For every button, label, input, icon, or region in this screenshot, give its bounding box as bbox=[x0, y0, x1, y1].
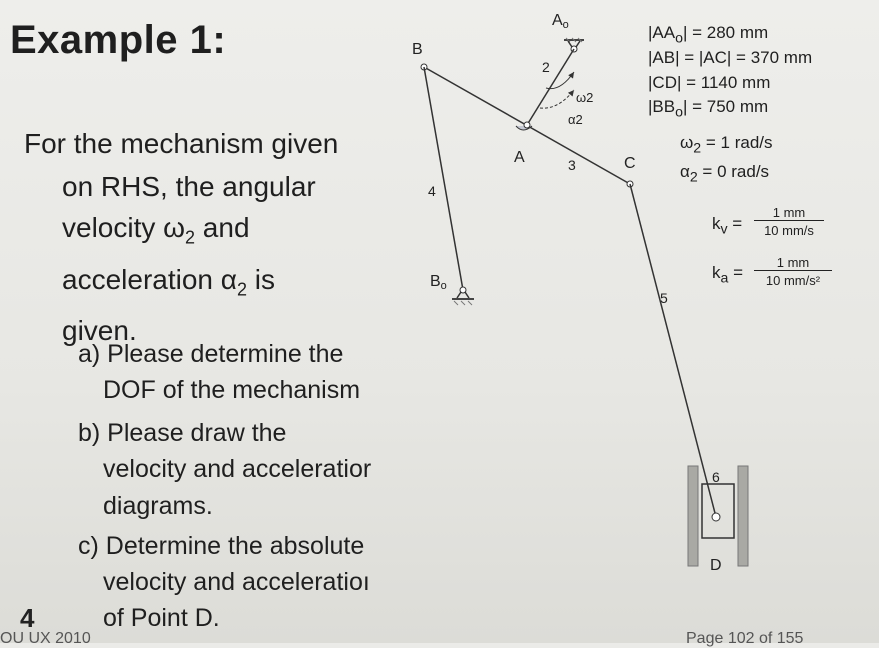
kv-denominator: 10 mm/s bbox=[764, 223, 814, 238]
ka-numerator: 1 mm bbox=[754, 255, 832, 271]
spec-kv-label: $k_v$ = bbox=[712, 214, 743, 238]
spec-aao: $|AA_o| = 280$ mm bbox=[648, 23, 769, 47]
question-c-line-2: velocity and acceleratioı bbox=[103, 568, 370, 596]
problem-line-2: on RHS, the angular bbox=[62, 171, 316, 202]
page-number: 4 bbox=[20, 603, 35, 633]
question-b-line-3: diagrams. bbox=[103, 492, 213, 520]
ka-denominator: 10 mm/s² bbox=[765, 273, 821, 288]
label-link-5: 5 bbox=[660, 290, 668, 306]
spec-cd: |CD| = 1140 mm bbox=[648, 73, 771, 92]
label-omega2: ω2 bbox=[576, 90, 594, 105]
spec-alpha2: $\alpha_2 = 0$ rad/s bbox=[680, 162, 770, 186]
spec-ab-ac: |AB| = |AC| = 370 mm bbox=[648, 48, 813, 67]
label-alpha2: α2 bbox=[568, 112, 583, 127]
question-c-line-3: of Point D. bbox=[103, 604, 220, 632]
spec-omega2: $\omega_2 = 1$ rad/s bbox=[680, 133, 773, 157]
problem-line-5: given. bbox=[62, 315, 137, 347]
label-a: A bbox=[514, 149, 525, 166]
label-link-3: 3 bbox=[568, 157, 576, 173]
question-b-line-2: velocity and acceleratior bbox=[103, 455, 372, 483]
problem-line-1: For the mechanism given bbox=[24, 128, 339, 159]
ground-support-bo bbox=[452, 287, 474, 305]
kv-numerator: 1 mm bbox=[754, 205, 824, 221]
footer-left-text: OU UX 2010 bbox=[0, 630, 91, 647]
link-4-rocker bbox=[424, 67, 463, 290]
label-c: C bbox=[624, 155, 636, 172]
link-5 bbox=[630, 184, 716, 517]
example-title: Example 1: bbox=[10, 18, 227, 62]
link-2-crank bbox=[527, 49, 574, 125]
question-b-line-1: b) Please draw the bbox=[78, 419, 287, 447]
label-ao: Ao bbox=[552, 12, 569, 31]
label-d: D bbox=[710, 557, 722, 574]
problem-line-4: acceleration $\alpha_2$ is bbox=[62, 263, 275, 300]
label-link-4: 4 bbox=[428, 183, 436, 199]
spec-ka-label: $k_a$ = bbox=[712, 263, 744, 287]
alpha2-arrow bbox=[540, 90, 574, 108]
label-bo: Bo bbox=[430, 273, 447, 292]
question-a-line-2: DOF of the mechanism bbox=[103, 376, 361, 404]
label-b: B bbox=[412, 41, 423, 58]
joint-a bbox=[524, 122, 530, 128]
label-link-6: 6 bbox=[712, 469, 720, 485]
question-a-line-1: a) Please determine the bbox=[78, 340, 344, 368]
label-link-2: 2 bbox=[542, 59, 550, 75]
footer-page-indicator: Page 102 of 155 bbox=[686, 630, 804, 647]
spec-bbo: $|BB_o| = 750$ mm bbox=[648, 97, 769, 121]
slider-block bbox=[702, 484, 734, 538]
problem-line-3: velocity $\omega_2$ and bbox=[62, 212, 250, 248]
question-c-line-1: c) Determine the absolute bbox=[78, 532, 365, 560]
joint-d bbox=[712, 513, 720, 521]
